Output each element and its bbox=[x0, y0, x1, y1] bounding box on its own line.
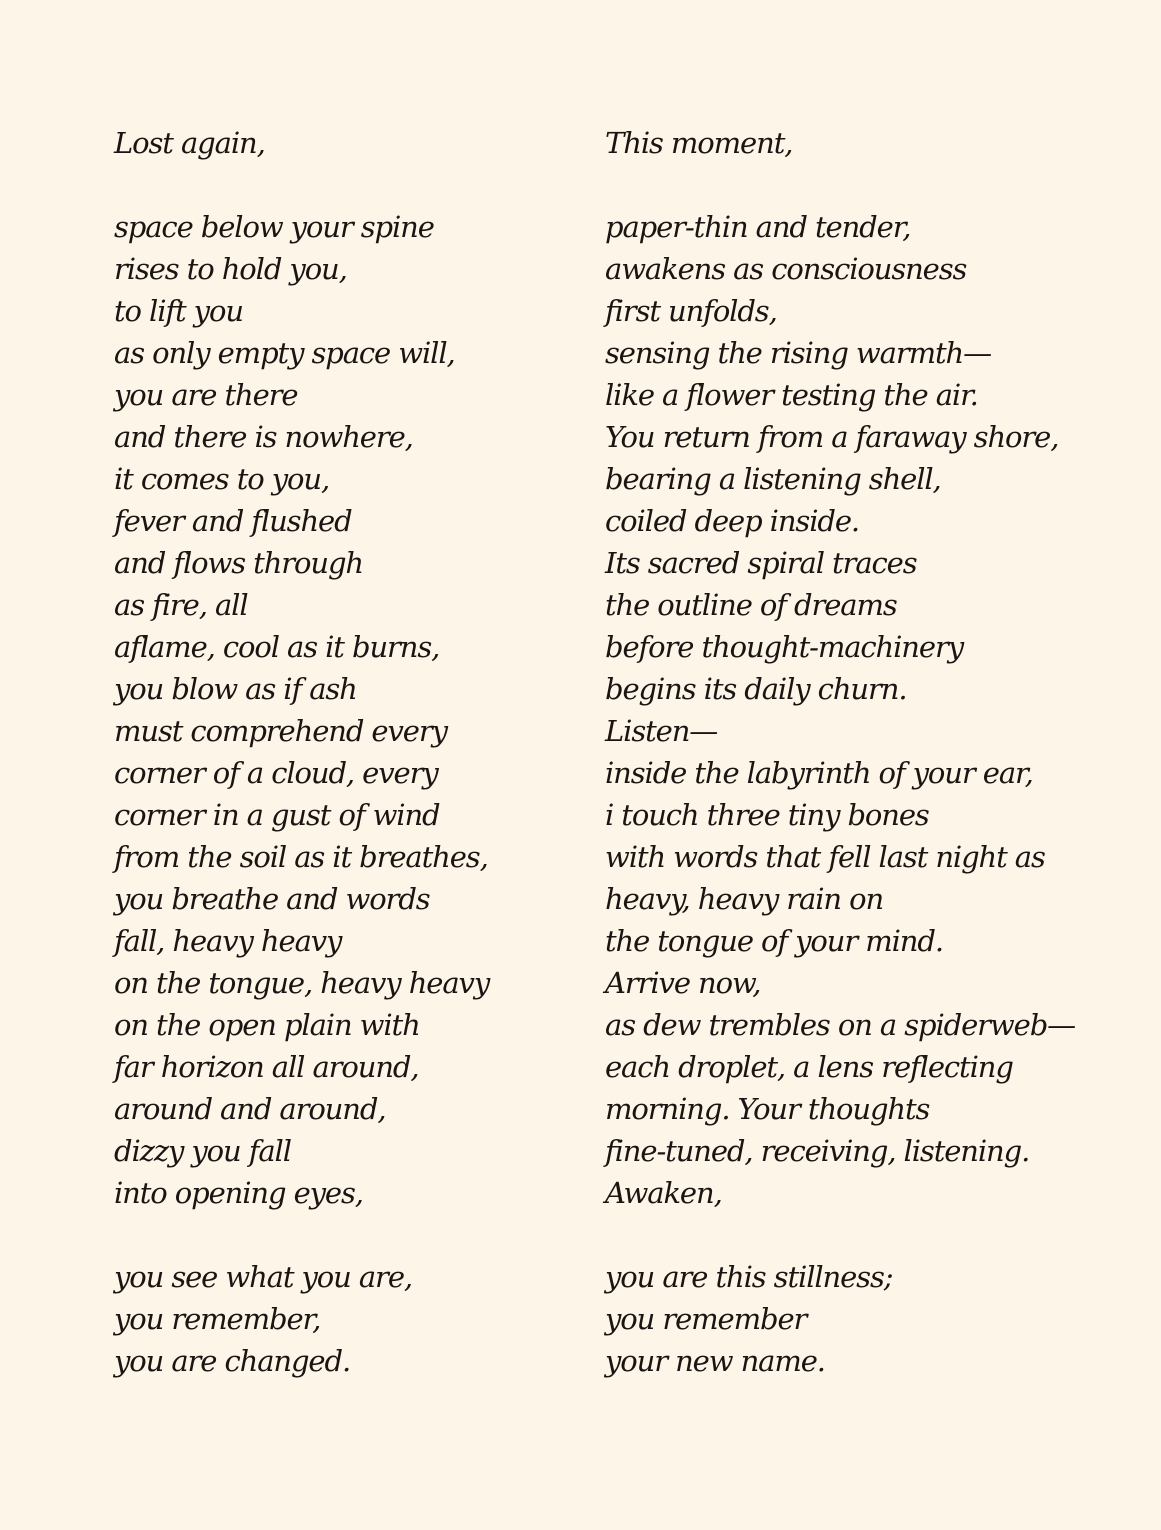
poem-line: Its sacred spiral traces bbox=[605, 546, 917, 580]
stanza-body bbox=[114, 206, 634, 1214]
poem-line: you are changed. bbox=[114, 1344, 351, 1378]
poem-line: as only empty space will, bbox=[114, 336, 455, 370]
poem-line: bearing a listening shell, bbox=[605, 462, 941, 496]
stanza-break bbox=[605, 164, 1125, 206]
poem-line: on the open plain with bbox=[114, 1008, 420, 1042]
poem-line: you breathe and words bbox=[114, 882, 430, 916]
poem-line: corner in a gust of wind bbox=[114, 798, 440, 832]
poem-line: before thought-machinery bbox=[605, 630, 963, 664]
poem-column-right bbox=[605, 122, 1125, 1382]
poem-line: awakens as consciousness bbox=[605, 252, 967, 286]
poem-line: dizzy you fall bbox=[114, 1134, 291, 1168]
poem-line: Listen— bbox=[605, 714, 718, 748]
poem-line: on the tongue, heavy heavy bbox=[114, 966, 490, 1000]
poem-line: you remember bbox=[605, 1302, 807, 1336]
stanza-body bbox=[605, 206, 1125, 1214]
poem-line: must comprehend every bbox=[114, 714, 447, 748]
poem-line: coiled deep inside. bbox=[605, 504, 860, 538]
stanza-break bbox=[114, 1214, 634, 1256]
poem-line: to lift you bbox=[114, 294, 243, 328]
poem-line: as dew trembles on a spiderweb— bbox=[605, 1008, 1076, 1042]
poem-line: Arrive now, bbox=[605, 966, 761, 1000]
poem-line: fever and flushed bbox=[114, 504, 352, 538]
poem-line: paper-thin and tender, bbox=[605, 210, 911, 244]
poem-line: your new name. bbox=[605, 1344, 825, 1378]
poem-line: aflame, cool as it burns, bbox=[114, 630, 440, 664]
poem-line: into opening eyes, bbox=[114, 1176, 363, 1210]
poem-line: you are there bbox=[114, 378, 298, 412]
poem-line: around and around, bbox=[114, 1092, 386, 1126]
poem-line: from the soil as it breathes, bbox=[114, 840, 488, 874]
poem-line: This moment, bbox=[605, 126, 793, 160]
poem-line: and flows through bbox=[114, 546, 364, 580]
poem-line: rises to hold you, bbox=[114, 252, 347, 286]
poem-line: like a flower testing the air. bbox=[605, 378, 978, 412]
poem-column-left bbox=[114, 122, 634, 1382]
stanza-opening bbox=[114, 122, 634, 164]
poem-line: corner of a cloud, every bbox=[114, 756, 438, 790]
poem-line: and there is nowhere, bbox=[114, 420, 413, 454]
stanza-closing bbox=[605, 1256, 1125, 1382]
poem-line: the outline of dreams bbox=[605, 588, 897, 622]
poem-line: inside the labyrinth of your ear, bbox=[605, 756, 1033, 790]
poem-line: sensing the rising warmth— bbox=[605, 336, 992, 370]
poem-line: i touch three tiny bones bbox=[605, 798, 929, 832]
stanza-break bbox=[114, 164, 634, 206]
poem-line: you remember, bbox=[114, 1302, 321, 1336]
poem-line: you blow as if ash bbox=[114, 672, 357, 706]
poem-line: you are this stillness; bbox=[605, 1260, 893, 1294]
poem-line: heavy, heavy rain on bbox=[605, 882, 884, 916]
stanza-closing bbox=[114, 1256, 634, 1382]
poem-line: each droplet, a lens reflecting bbox=[605, 1050, 1013, 1084]
poem-line: Awaken, bbox=[605, 1176, 722, 1210]
poem-line: as fire, all bbox=[114, 588, 248, 622]
poem-line: Lost again, bbox=[114, 126, 265, 160]
poem-line: space below your spine bbox=[114, 210, 434, 244]
poem-line: far horizon all around, bbox=[114, 1050, 419, 1084]
stanza-opening bbox=[605, 122, 1125, 164]
poem-line: morning. Your thoughts bbox=[605, 1092, 930, 1126]
poem-line: first unfolds, bbox=[605, 294, 777, 328]
poem-line: You return from a faraway shore, bbox=[605, 420, 1059, 454]
poem-line: you see what you are, bbox=[114, 1260, 412, 1294]
stanza-break bbox=[605, 1214, 1125, 1256]
poem-line: with words that fell last night as bbox=[605, 840, 1045, 874]
poem-line: fall, heavy heavy bbox=[114, 924, 342, 958]
poem-line: fine-tuned, receiving, listening. bbox=[605, 1134, 1030, 1168]
poem-line: it comes to you, bbox=[114, 462, 330, 496]
poem-line: begins its daily churn. bbox=[605, 672, 907, 706]
poem-line: the tongue of your mind. bbox=[605, 924, 943, 958]
